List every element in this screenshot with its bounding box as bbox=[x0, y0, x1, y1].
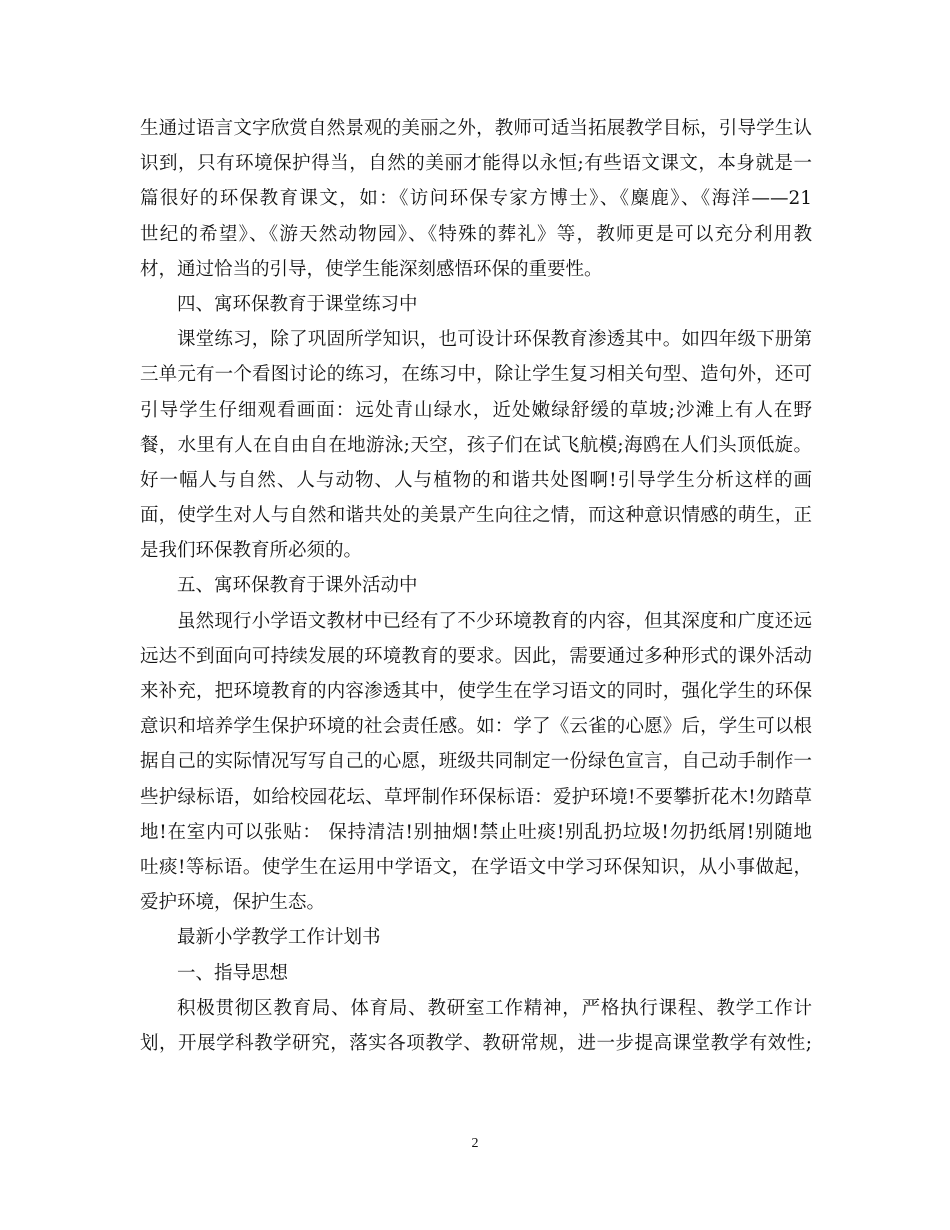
text-line: 识到，只有环境保护得当，自然的美丽才能得以永恒;有些语文课文，本身就是一 bbox=[140, 153, 812, 175]
text-line: 好一幅人与自然、人与动物、人与植物的和谐共处图啊!引导学生分析这样的画 bbox=[140, 469, 812, 491]
text-line: 积极贯彻区教育局、体育局、教研室工作精神，严格执行课程、教学工作计 bbox=[177, 997, 812, 1019]
text-line: 些护绿标语，如给校园花坛、草坪制作环保标语：爱护环境!不要攀折花木!勿踏草 bbox=[140, 786, 812, 808]
text-line: 来补充，把环境教育的内容渗透其中，使学生在学习语文的同时，强化学生的环保 bbox=[140, 681, 812, 702]
text-line: 虽然现行小学语文教材中已经有了不少环境教育的内容，但其深度和广度还远 bbox=[177, 610, 812, 632]
text-line: 世纪的希望》、《游天然动物园》、《特殊的葬礼》等，教师更是可以充分利用教 bbox=[140, 223, 812, 245]
text-line: 三单元有一个看图讨论的练习，在练习中，除让学生复习相关句型、造句外，还可 bbox=[140, 364, 812, 386]
text-line: 是我们环保教育所必须的。 bbox=[140, 540, 363, 562]
body-text bbox=[140, 111, 812, 1061]
text-line: 篇很好的环保教育课文，如：《访问环保专家方博士》、《麋鹿》、《海洋——21 bbox=[140, 188, 812, 210]
text-line: 远达不到面向可持续发展的环境教育的要求。因此，需要通过多种形式的课外活动 bbox=[140, 645, 812, 667]
text-line: 面，使学生对人与自然和谐共处的美景产生向往之情，而这种意识情感的萌生，正 bbox=[140, 505, 812, 527]
text-line: 据自己的实际情况写写自己的心愿，班级共同制定一份绿色宣言，自己动手制作一 bbox=[140, 751, 812, 773]
text-line: 划，开展学科教学研究，落实各项教学、教研常规，进一步提高课堂教学有效性; bbox=[140, 1032, 812, 1054]
text-line: 材，通过恰当的引导，使学生能深刻感悟环保的重要性。 bbox=[140, 258, 603, 280]
text-line: 课堂练习，除了巩固所学知识，也可设计环保教育渗透其中。如四年级下册第 bbox=[177, 329, 812, 351]
text-line: 餐，水里有人在自由自在地游泳;天空，孩子们在试飞航模;海鸥在人们头顶低旋。 bbox=[140, 434, 812, 456]
text-line: 生通过语言文字欣赏自然景观的美丽之外，教师可适当拓展教学目标，引导学生认 bbox=[140, 118, 812, 139]
section-heading: 五、寓环保教育于课外活动中 bbox=[177, 575, 418, 597]
section-heading: 一、指导思想 bbox=[177, 962, 289, 984]
text-line: 爱护环境，保护生态。 bbox=[140, 892, 326, 914]
text-line: 吐痰!等标语。使学生在运用中学语文，在学语文中学习环保知识，从小事做起， bbox=[140, 856, 812, 878]
page-number: 2 bbox=[471, 1136, 479, 1151]
document-title: 最新小学教学工作计划书 bbox=[177, 927, 381, 949]
section-heading: 四、寓环保教育于课堂练习中 bbox=[177, 293, 418, 315]
text-line: 地!在室内可以张贴： 保持清洁!别抽烟!禁止吐痰!别乱扔垃圾!勿扔纸屑!别随地 bbox=[140, 821, 812, 843]
text-line: 引导学生仔细观看画面：远处青山绿水，近处嫩绿舒缓的草坡;沙滩上有人在野 bbox=[140, 399, 812, 421]
text-line: 意识和培养学生保护环境的社会责任感。如：学了《云雀的心愿》后，学生可以根 bbox=[140, 716, 812, 738]
